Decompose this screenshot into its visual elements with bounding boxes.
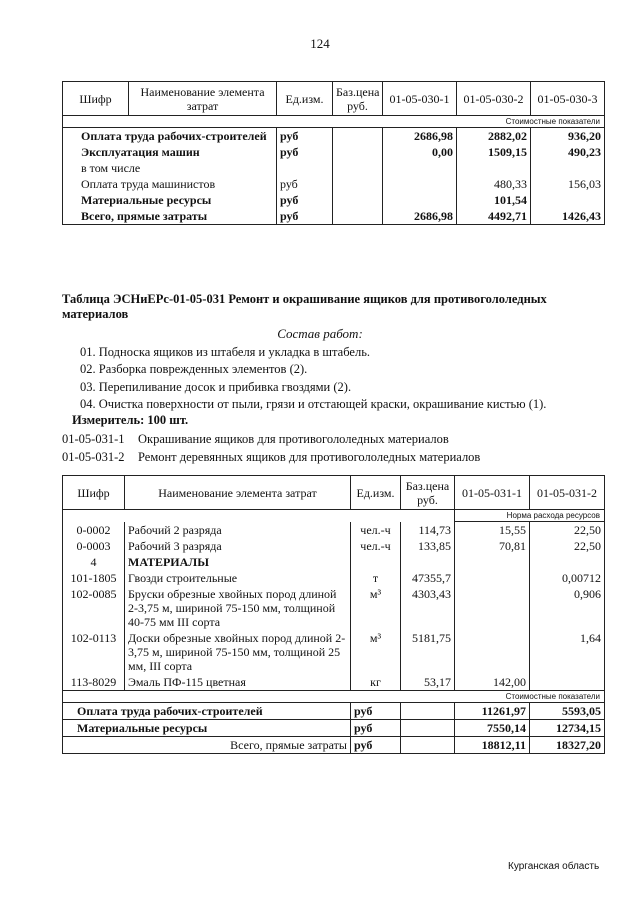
work-item: 02. Разборка поврежденных элементов (2).	[80, 362, 308, 376]
table-row: Оплата труда рабочих-строителей руб 2686,98 2882,02 936,20	[63, 128, 605, 145]
composition-title: Состав работ:	[277, 326, 363, 341]
col-header-unit: Ед.изм.	[277, 82, 333, 116]
table-row: Всего, прямые затраты руб 2686,98 4492,71 1426,43	[63, 208, 605, 225]
totals-row: Оплата труда рабочих-строителей руб 11261,97 5593,05	[63, 703, 605, 720]
code-line: 01-05-031-2 Ремонт деревянных ящиков для противогололедных материалов	[62, 450, 481, 464]
subheader-cost: Стоимостные показатели	[63, 691, 605, 703]
table-row: 0-0002 Рабочий 2 разряда чел.-ч 114,73 15,55 22,50	[63, 522, 605, 539]
measure: Измеритель: 100 шт.	[72, 413, 189, 427]
table-row: 102-0085 Бруски обрезные хвойных пород длиной 2-3,75 м, шириной 75-150 мм, толщиной 40-75 мм III сорта м³ 4303,43 0,906	[63, 586, 605, 630]
table-row: Оплата труда машинистов руб 480,33 156,03	[63, 176, 605, 192]
col-header-code: Шифр	[63, 476, 125, 510]
page-number: 124	[310, 36, 330, 51]
resource-table-031	[62, 475, 605, 754]
col-header-name: Наименование элемента затрат	[129, 82, 277, 116]
code-line: 01-05-031-1 Окрашивание ящиков для противогололедных материалов	[62, 432, 449, 446]
col-header-031-2: 01-05-031-2	[530, 476, 605, 510]
subheader-cost: Стоимостные показатели	[63, 116, 605, 128]
col-header-030-2: 01-05-030-2	[457, 82, 531, 116]
work-item: 04. Очистка поверхности от пыли, грязи и отстающей краски, окрашивание кистью (1).	[80, 397, 547, 411]
table-row: в том числе	[63, 160, 605, 176]
totals-row: Всего, прямые затраты руб 18812,11 18327,20	[63, 737, 605, 754]
table-row: Эксплуатация машин руб 0,00 1509,15 490,23	[63, 144, 605, 160]
section-title: Таблица ЭСНиЕРс-01-05-031 Ремонт и окрашивание ящиков для противогололедных материалов	[62, 292, 547, 321]
table-row: Материальные ресурсы руб 101,54	[63, 192, 605, 208]
totals-row: Материальные ресурсы руб 7550,14 12734,15	[63, 720, 605, 737]
subheader-norm: Норма расхода ресурсов	[455, 510, 605, 522]
col-header-unit: Ед.изм.	[351, 476, 401, 510]
col-header-code: Шифр	[63, 82, 129, 116]
work-item: 03. Перепиливание досок и прибивка гвоздями (2).	[80, 380, 352, 394]
cost-table-030	[62, 81, 605, 225]
table-row: 102-0113 Доски обрезные хвойных пород длиной 2-3,75 м, шириной 75-150 мм, толщиной 25 мм, III сорта м³ 5181,75 1,64	[63, 630, 605, 674]
table-row: 0-0003 Рабочий 3 разряда чел.-ч 133,85 70,81 22,50	[63, 538, 605, 554]
col-header-031-1: 01-05-031-1	[455, 476, 530, 510]
col-header-name: Наименование элемента затрат	[125, 476, 351, 510]
col-header-030-3: 01-05-030-3	[531, 82, 605, 116]
table-row: 101-1805 Гвозди строительные т 47355,7 0,00712	[63, 570, 605, 586]
footer-region: Курганская область	[508, 861, 600, 872]
work-item: 01. Подноска ящиков из штабеля и укладка в штабель.	[80, 345, 371, 359]
col-header-price: Баз.цена руб.	[401, 476, 455, 510]
col-header-030-1: 01-05-030-1	[383, 82, 457, 116]
col-header-price: Баз.цена руб.	[333, 82, 383, 116]
table-row: 4 МАТЕРИАЛЫ	[63, 554, 605, 570]
table-row: 113-8029 Эмаль ПФ-115 цветная кг 53,17 142,00	[63, 674, 605, 691]
